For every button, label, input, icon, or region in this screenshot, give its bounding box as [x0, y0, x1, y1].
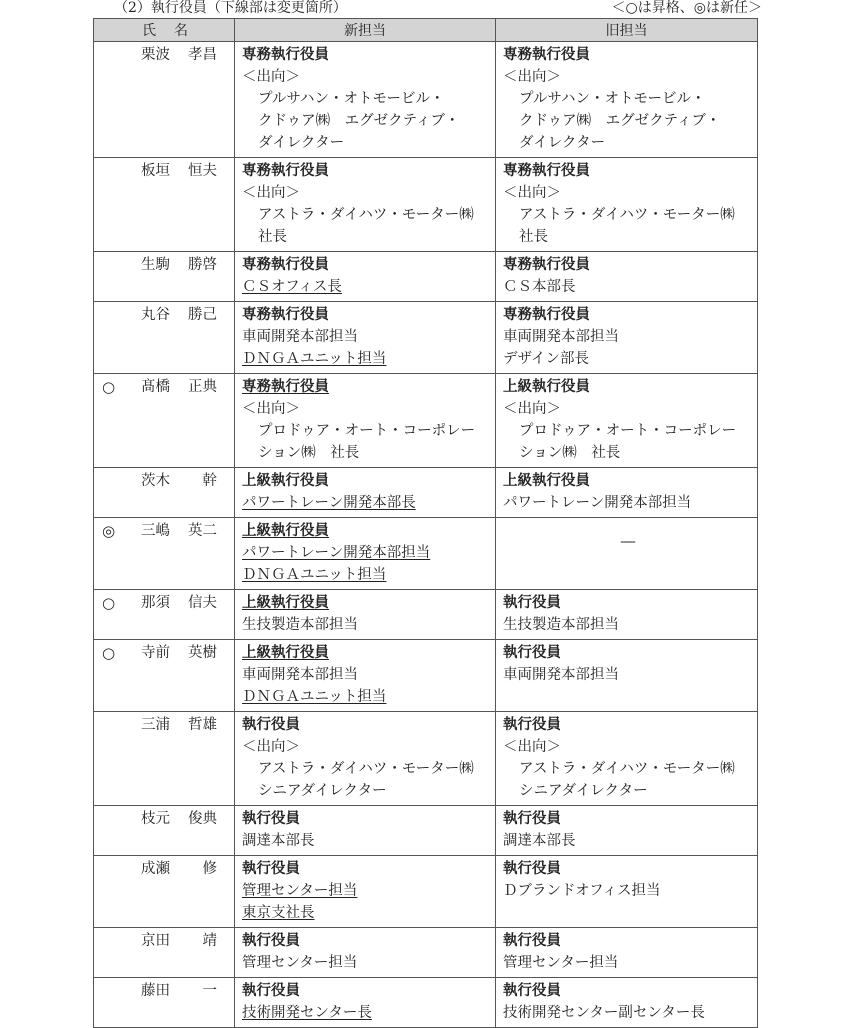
line-text: ション㈱ 社長: [519, 445, 621, 461]
assignment-line: [242, 758, 491, 780]
line-text: 専務執行役員: [242, 46, 329, 63]
surname: 京田: [141, 933, 170, 949]
line-text: ダイレクター: [519, 135, 606, 151]
surname: 寺前: [141, 645, 170, 661]
cell-old-assignment: [496, 978, 758, 1028]
line-text: ＜出向＞: [242, 185, 300, 201]
assignment-line: [503, 398, 753, 420]
assignment-line: [503, 132, 753, 154]
assignment-line: [242, 492, 491, 514]
position-title: [242, 304, 491, 326]
given-name: 靖: [202, 933, 217, 949]
given-name: 一: [202, 983, 217, 999]
status-mark: ○: [102, 594, 116, 612]
given-name: 俊典: [188, 811, 217, 827]
table-row: [94, 158, 758, 252]
cell-old-assignment: [496, 252, 758, 302]
position-title: [242, 714, 491, 736]
position-title: [503, 714, 753, 736]
assignment-line: [242, 348, 491, 370]
surname: 枝元: [141, 811, 170, 827]
assignment-line: [503, 326, 753, 348]
line-text: 執行役員: [503, 932, 561, 949]
cell-name: [94, 590, 235, 640]
assignment-line: [503, 1002, 753, 1024]
position-title: [242, 980, 491, 1002]
cell-old-assignment: [496, 806, 758, 856]
surname: 髙橋: [141, 379, 170, 395]
line-text: 上級執行役員: [242, 594, 329, 611]
assignment-line: [503, 276, 753, 298]
cell-old-assignment: [496, 42, 758, 158]
cell-new-assignment: [235, 42, 496, 158]
line-text: アストラ・ダイハツ・モーター㈱: [258, 761, 474, 777]
line-text: 生技製造本部担当: [503, 617, 619, 633]
legend-note: ＜○は昇格、◎は新任＞: [611, 0, 762, 16]
line-text: クドゥア㈱ エグゼクティブ・: [519, 113, 721, 129]
line-text: 社長: [519, 229, 548, 245]
position-title: [503, 254, 753, 276]
assignment-line: [242, 398, 491, 420]
position-title: [503, 376, 753, 398]
person-name: [141, 858, 217, 880]
person-name: [141, 714, 217, 736]
cell-old-assignment: [496, 856, 758, 928]
person-name: [141, 980, 217, 1002]
line-text: ＜出向＞: [503, 739, 561, 755]
line-text: 上級執行役員: [242, 644, 329, 661]
line-text: 車両開発本部担当: [242, 667, 358, 683]
line-text: 執行役員: [242, 860, 300, 877]
line-text: 専務執行役員: [503, 162, 590, 179]
position-title: [503, 592, 753, 614]
table-row: [94, 468, 758, 518]
line-text: 専務執行役員: [242, 256, 329, 273]
line-text: 調達本部長: [242, 833, 315, 849]
line-text: 執行役員: [242, 982, 300, 999]
cell-name: [94, 518, 235, 590]
line-text: Ｄブランドオフィス担当: [503, 883, 661, 899]
assignment-line: [242, 204, 491, 226]
assignment-line: [503, 442, 753, 464]
line-text: 執行役員: [503, 644, 561, 661]
assignment-line: [242, 542, 491, 564]
person-name: [141, 44, 217, 66]
assignment-line: [242, 880, 491, 902]
line-text: 車両開発本部担当: [503, 329, 619, 345]
cell-new-assignment: [235, 590, 496, 640]
cell-new-assignment: [235, 302, 496, 374]
position-title: [242, 592, 491, 614]
section-title: （2）執行役員（下線部は変更箇所）: [114, 0, 347, 16]
assignment-line: [242, 952, 491, 974]
table-row: [94, 806, 758, 856]
line-text: ダイレクター: [258, 135, 345, 151]
given-name: 哲雄: [188, 717, 217, 733]
line-text: プロドゥア・オート・コーポレー: [519, 423, 737, 439]
line-text: 上級執行役員: [242, 522, 329, 539]
cell-name: [94, 374, 235, 468]
line-text: プロドゥア・オート・コーポレー: [258, 423, 476, 439]
assignment-line: [503, 420, 753, 442]
position-title: [503, 980, 753, 1002]
line-text: ＤＮＧＡユニット担当: [242, 689, 387, 705]
position-title: [242, 376, 491, 398]
cell-name: [94, 712, 235, 806]
line-text: 管理センター担当: [242, 883, 358, 899]
assignment-line: [503, 88, 753, 110]
position-title: [242, 160, 491, 182]
line-text: ＜出向＞: [503, 185, 561, 201]
line-text: 車両開発本部担当: [503, 667, 619, 683]
assignment-line: [242, 780, 491, 802]
line-text: 上級執行役員: [503, 472, 590, 489]
given-name: 勝己: [188, 307, 217, 323]
cell-name: [94, 302, 235, 374]
position-title: [242, 808, 491, 830]
line-text: ション㈱ 社長: [258, 445, 360, 461]
table-row: [94, 856, 758, 928]
given-name: 正典: [188, 379, 217, 395]
assignment-line: [503, 736, 753, 758]
line-text: パワートレーン開発本部長: [242, 495, 416, 511]
line-text: プルサハン・オトモービル・: [519, 91, 706, 107]
position-title: [503, 808, 753, 830]
assignment-line: [503, 952, 753, 974]
given-name: 勝啓: [188, 257, 217, 273]
assignment-line: [503, 226, 753, 248]
line-text: ＤＮＧＡユニット担当: [242, 567, 387, 583]
position-title: [242, 520, 491, 542]
surname: 成瀬: [141, 861, 170, 877]
status-mark: ◎: [102, 522, 116, 540]
assignment-line: [503, 520, 753, 553]
surname: 三浦: [141, 717, 170, 733]
line-text: ＤＮＧＡユニット担当: [242, 351, 387, 367]
position-title: [503, 470, 753, 492]
status-mark: ○: [102, 378, 116, 396]
position-title: [242, 930, 491, 952]
cell-new-assignment: [235, 806, 496, 856]
person-name: [141, 376, 217, 398]
cell-name: [94, 640, 235, 712]
surname: 茨木: [141, 473, 170, 489]
status-mark: ○: [102, 644, 116, 662]
cell-new-assignment: [235, 518, 496, 590]
assignment-line: [503, 880, 753, 902]
line-text: ＜出向＞: [503, 69, 561, 85]
assignment-line: [242, 110, 491, 132]
surname: 丸谷: [141, 307, 170, 323]
table-row: [94, 252, 758, 302]
cell-name: [94, 978, 235, 1028]
assignment-line: [503, 830, 753, 852]
cell-name: [94, 928, 235, 978]
person-name: [141, 592, 217, 614]
person-name: [141, 642, 217, 664]
person-name: [141, 520, 217, 542]
assignment-line: [242, 88, 491, 110]
line-text: アストラ・ダイハツ・モーター㈱: [258, 207, 474, 223]
table-row: [94, 302, 758, 374]
cell-old-assignment: [496, 374, 758, 468]
cell-old-assignment: [496, 158, 758, 252]
cell-new-assignment: [235, 374, 496, 468]
assignment-line: [242, 276, 491, 298]
cell-new-assignment: [235, 468, 496, 518]
given-name: 幹: [202, 473, 217, 489]
line-text: アストラ・ダイハツ・モーター㈱: [519, 761, 735, 777]
cell-name: [94, 158, 235, 252]
person-name: [141, 808, 217, 830]
cell-new-assignment: [235, 640, 496, 712]
line-text: 執行役員: [242, 810, 300, 827]
table-header-row: [94, 19, 758, 42]
position-title: [503, 642, 753, 664]
position-title: [242, 470, 491, 492]
line-text: 執行役員: [503, 716, 561, 733]
assignment-line: [242, 902, 491, 924]
line-text: シニアダイレクター: [258, 783, 387, 799]
given-name: 孝昌: [188, 47, 217, 63]
line-text: ―: [620, 534, 636, 550]
column-header-new: 新担当: [235, 19, 496, 42]
assignment-line: [503, 614, 753, 636]
line-text: 執行役員: [242, 932, 300, 949]
line-text: アストラ・ダイハツ・モーター㈱: [519, 207, 735, 223]
line-text: シニアダイレクター: [519, 783, 648, 799]
position-title: [242, 642, 491, 664]
given-name: 修: [202, 861, 217, 877]
line-text: 執行役員: [503, 594, 561, 611]
line-text: 執行役員: [503, 860, 561, 877]
person-name: [141, 930, 217, 952]
table-row: [94, 374, 758, 468]
cell-old-assignment: [496, 640, 758, 712]
position-title: [503, 304, 753, 326]
position-title: [242, 858, 491, 880]
line-text: ＣＳ本部長: [503, 279, 576, 295]
person-name: [141, 470, 217, 492]
assignment-line: [242, 1002, 491, 1024]
assignment-line: [503, 492, 753, 514]
assignment-line: [503, 110, 753, 132]
surname: 那須: [141, 595, 170, 611]
assignment-line: [242, 132, 491, 154]
line-text: プルサハン・オトモービル・: [258, 91, 445, 107]
assignment-line: [242, 66, 491, 88]
line-text: 調達本部長: [503, 833, 576, 849]
line-text: 上級執行役員: [503, 378, 590, 395]
surname: 藤田: [141, 983, 170, 999]
assignment-line: [242, 420, 491, 442]
assignment-line: [242, 686, 491, 708]
given-name: 恒夫: [188, 163, 217, 179]
assignment-line: [503, 348, 753, 370]
position-title: [503, 858, 753, 880]
cell-new-assignment: [235, 252, 496, 302]
cell-new-assignment: [235, 856, 496, 928]
line-text: 執行役員: [242, 716, 300, 733]
cell-name: [94, 252, 235, 302]
person-name: [141, 160, 217, 182]
surname: 生駒: [141, 257, 170, 273]
cell-name: [94, 806, 235, 856]
line-text: パワートレーン開発本部担当: [503, 495, 692, 511]
cell-old-assignment: [496, 518, 758, 590]
cell-old-assignment: [496, 302, 758, 374]
assignment-line: [503, 204, 753, 226]
assignment-line: [242, 736, 491, 758]
line-text: 専務執行役員: [242, 306, 329, 323]
line-text: 管理センター担当: [242, 955, 358, 971]
table-row: [94, 640, 758, 712]
cell-new-assignment: [235, 978, 496, 1028]
assignment-line: [242, 442, 491, 464]
cell-name: [94, 468, 235, 518]
line-text: 管理センター担当: [503, 955, 619, 971]
person-name: [141, 254, 217, 276]
line-text: 執行役員: [503, 982, 561, 999]
line-text: 上級執行役員: [242, 472, 329, 489]
line-text: 専務執行役員: [503, 46, 590, 63]
line-text: 東京支社長: [242, 905, 315, 921]
line-text: 専務執行役員: [503, 256, 590, 273]
position-title: [242, 44, 491, 66]
cell-name: [94, 856, 235, 928]
assignment-line: [503, 758, 753, 780]
line-text: ＜出向＞: [242, 739, 300, 755]
cell-new-assignment: [235, 712, 496, 806]
line-text: パワートレーン開発本部担当: [242, 545, 431, 561]
cell-old-assignment: [496, 712, 758, 806]
cell-new-assignment: [235, 928, 496, 978]
line-text: ＜出向＞: [503, 401, 561, 417]
surname: 栗波: [141, 47, 170, 63]
table-row: [94, 712, 758, 806]
assignment-line: [242, 664, 491, 686]
person-name: [141, 304, 217, 326]
position-title: [503, 160, 753, 182]
table-row: [94, 518, 758, 590]
table-row: [94, 590, 758, 640]
given-name: 信夫: [188, 595, 217, 611]
line-text: クドゥア㈱ エグゼクティブ・: [258, 113, 460, 129]
column-header-name: 氏 名: [94, 19, 235, 42]
line-text: 技術開発センター副センター長: [503, 1005, 705, 1021]
position-title: [503, 930, 753, 952]
cell-old-assignment: [496, 468, 758, 518]
assignment-line: [242, 614, 491, 636]
line-text: ＜出向＞: [242, 69, 300, 85]
line-text: デザイン部長: [503, 351, 589, 367]
assignment-line: [242, 326, 491, 348]
cell-new-assignment: [235, 158, 496, 252]
column-header-old: 旧担当: [496, 19, 758, 42]
cell-old-assignment: [496, 928, 758, 978]
given-name: 英樹: [188, 645, 217, 661]
position-title: [503, 44, 753, 66]
line-text: 社長: [258, 229, 287, 245]
assignment-line: [242, 564, 491, 586]
line-text: 専務執行役員: [242, 378, 329, 395]
position-title: [242, 254, 491, 276]
surname: 板垣: [141, 163, 170, 179]
assignment-line: [503, 182, 753, 204]
line-text: ＣＳオフィス長: [242, 279, 342, 295]
line-text: 生技製造本部担当: [242, 617, 358, 633]
cell-old-assignment: [496, 590, 758, 640]
assignment-line: [503, 66, 753, 88]
table-row: [94, 42, 758, 158]
cell-name: [94, 42, 235, 158]
line-text: ＜出向＞: [242, 401, 300, 417]
executive-officers-table: [93, 18, 758, 1028]
line-text: 車両開発本部担当: [242, 329, 358, 345]
assignment-line: [242, 226, 491, 248]
assignment-line: [503, 664, 753, 686]
given-name: 英二: [188, 523, 217, 539]
surname: 三嶋: [141, 523, 170, 539]
assignment-line: [503, 780, 753, 802]
line-text: 執行役員: [503, 810, 561, 827]
line-text: 専務執行役員: [503, 306, 590, 323]
assignment-line: [242, 182, 491, 204]
assignment-line: [242, 830, 491, 852]
line-text: 専務執行役員: [242, 162, 329, 179]
table-row: [94, 978, 758, 1028]
table-row: [94, 928, 758, 978]
line-text: 技術開発センター長: [242, 1005, 372, 1021]
